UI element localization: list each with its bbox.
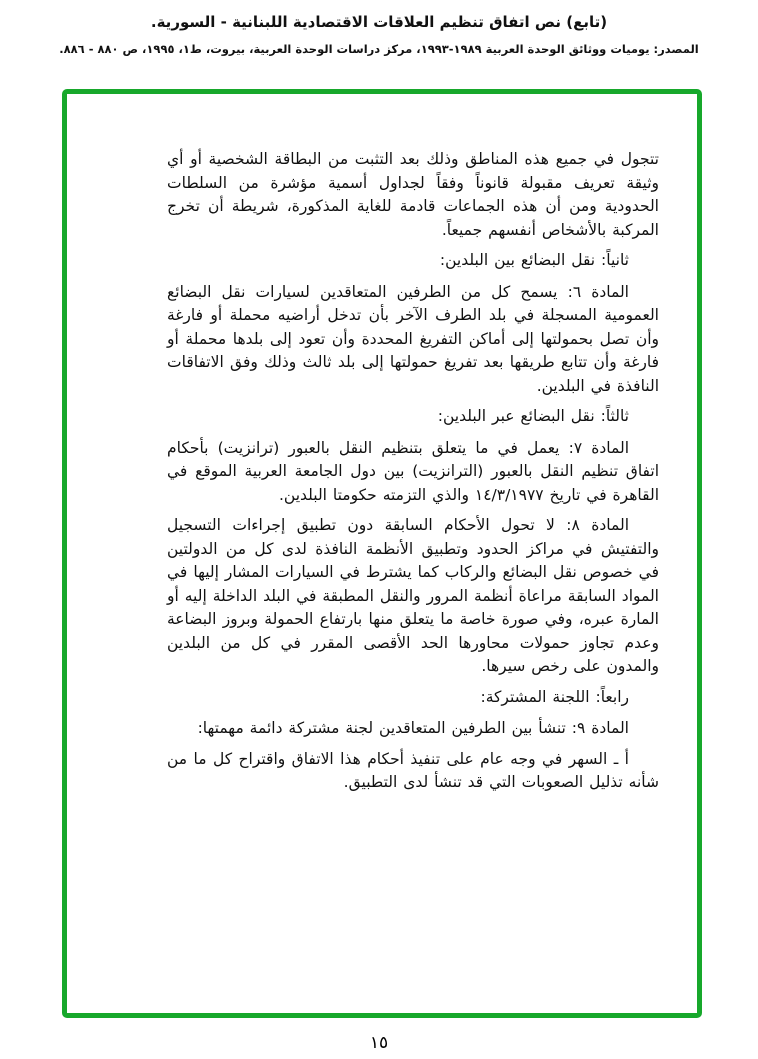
- document-header: [0, 13, 758, 56]
- page-number: ١٥: [369, 1033, 389, 1053]
- content-frame: [62, 89, 702, 1018]
- section-heading-third: ثالثاً: نقل البضائع عبر البلدين:: [437, 407, 629, 425]
- article-7-paragraph: المادة ٧: يعمل في ما يتعلق بتنظيم النقل بالعبور (ترانزيت) بأحكام اتفاق تنظيم النقل بالعبور (الترانزيت) بين دول الجامعة العربية الموقع في القاهرة في تاريخ ١٤/٣/١٩٧٧ والذي التزمته حكومتا البلدين.: [167, 438, 659, 504]
- section-heading-fourth: رابعاً: اللجنة المشتركة:: [480, 687, 629, 706]
- page-title: (تابع) نص اتفاق تنظيم العلاقات الاقتصادية اللبنانية - السورية.: [150, 13, 608, 31]
- article-8-paragraph: المادة ٨: لا تحول الأحكام السابقة دون تطبيق إجراءات التسجيل والتفتيش في مراكز الحدود وتطبيق الأنظمة النافذة لدى كل من الدولتين في خصوص نقل البضائع والركاب كما يشترط في السيارات المشار إليها في المواد السابقة مراعاة أنظمة المرور والنقل المطبقة في البلد الداخلة إليه أو المارة عبره، وفي صورة خاصة ما يتعلق منها بارتفاع الحمولة وبروز البضاعة وعدم تجاوز حمولات محاورها الحد الأقصى المقرر في كل من البلدين والمدون على رخص سيرها.: [167, 516, 659, 675]
- continuation-paragraph: تتجول في جميع هذه المناطق وذلك بعد التثبت من البطاقة الشخصية أو أي وثيقة تعريف مقبولة قانوناً وفقاً لجداول أسمية مؤشرة من السلطات الحدودية ومن أن هذه الجماعات قادمة للغاية المذكورة، شريطة أن تخرج المركبة بالأشخاص أنفسهم جميعاً.: [167, 150, 659, 239]
- source-line: المصدر: يوميات ووثائق الوحدة العربية ١٩٨٩-١٩٩٣، مركز دراسات الوحدة العربية، بيروت، ط١، ١٩٩٥، ص ٨٨٠ - ٨٨٦.: [59, 42, 699, 56]
- article-6-paragraph: المادة ٦: يسمح كل من الطرفين المتعاقدين لسيارات نقل البضائع العمومية المسجلة في بلد الطرف الآخر بأن تدخل أراضيه محملة أو فارغة وأن تصل بحمولتها إلى أماكن التفريغ المحددة وأن تعود إلى بلدها محملة أو فارغة وأن تتابع طريقها بعد تفريغ حمولتها إلى بلد ثالث وذلك وفق الاتفاقات النافذة في البلدين.: [167, 282, 659, 395]
- section-heading-second: ثانياً: نقل البضائع بين البلدين:: [439, 251, 629, 269]
- article-9-paragraph: المادة ٩: تنشأ بين الطرفين المتعاقدين لجنة مشتركة دائمة مهمتها:: [197, 719, 629, 737]
- list-item-a: أ ـ السهر في وجه عام على تنفيذ أحكام هذا الاتفاق واقتراح كل ما من شأنه تذليل الصعوبات التي قد تنشأ لدى التطبيق.: [167, 749, 659, 791]
